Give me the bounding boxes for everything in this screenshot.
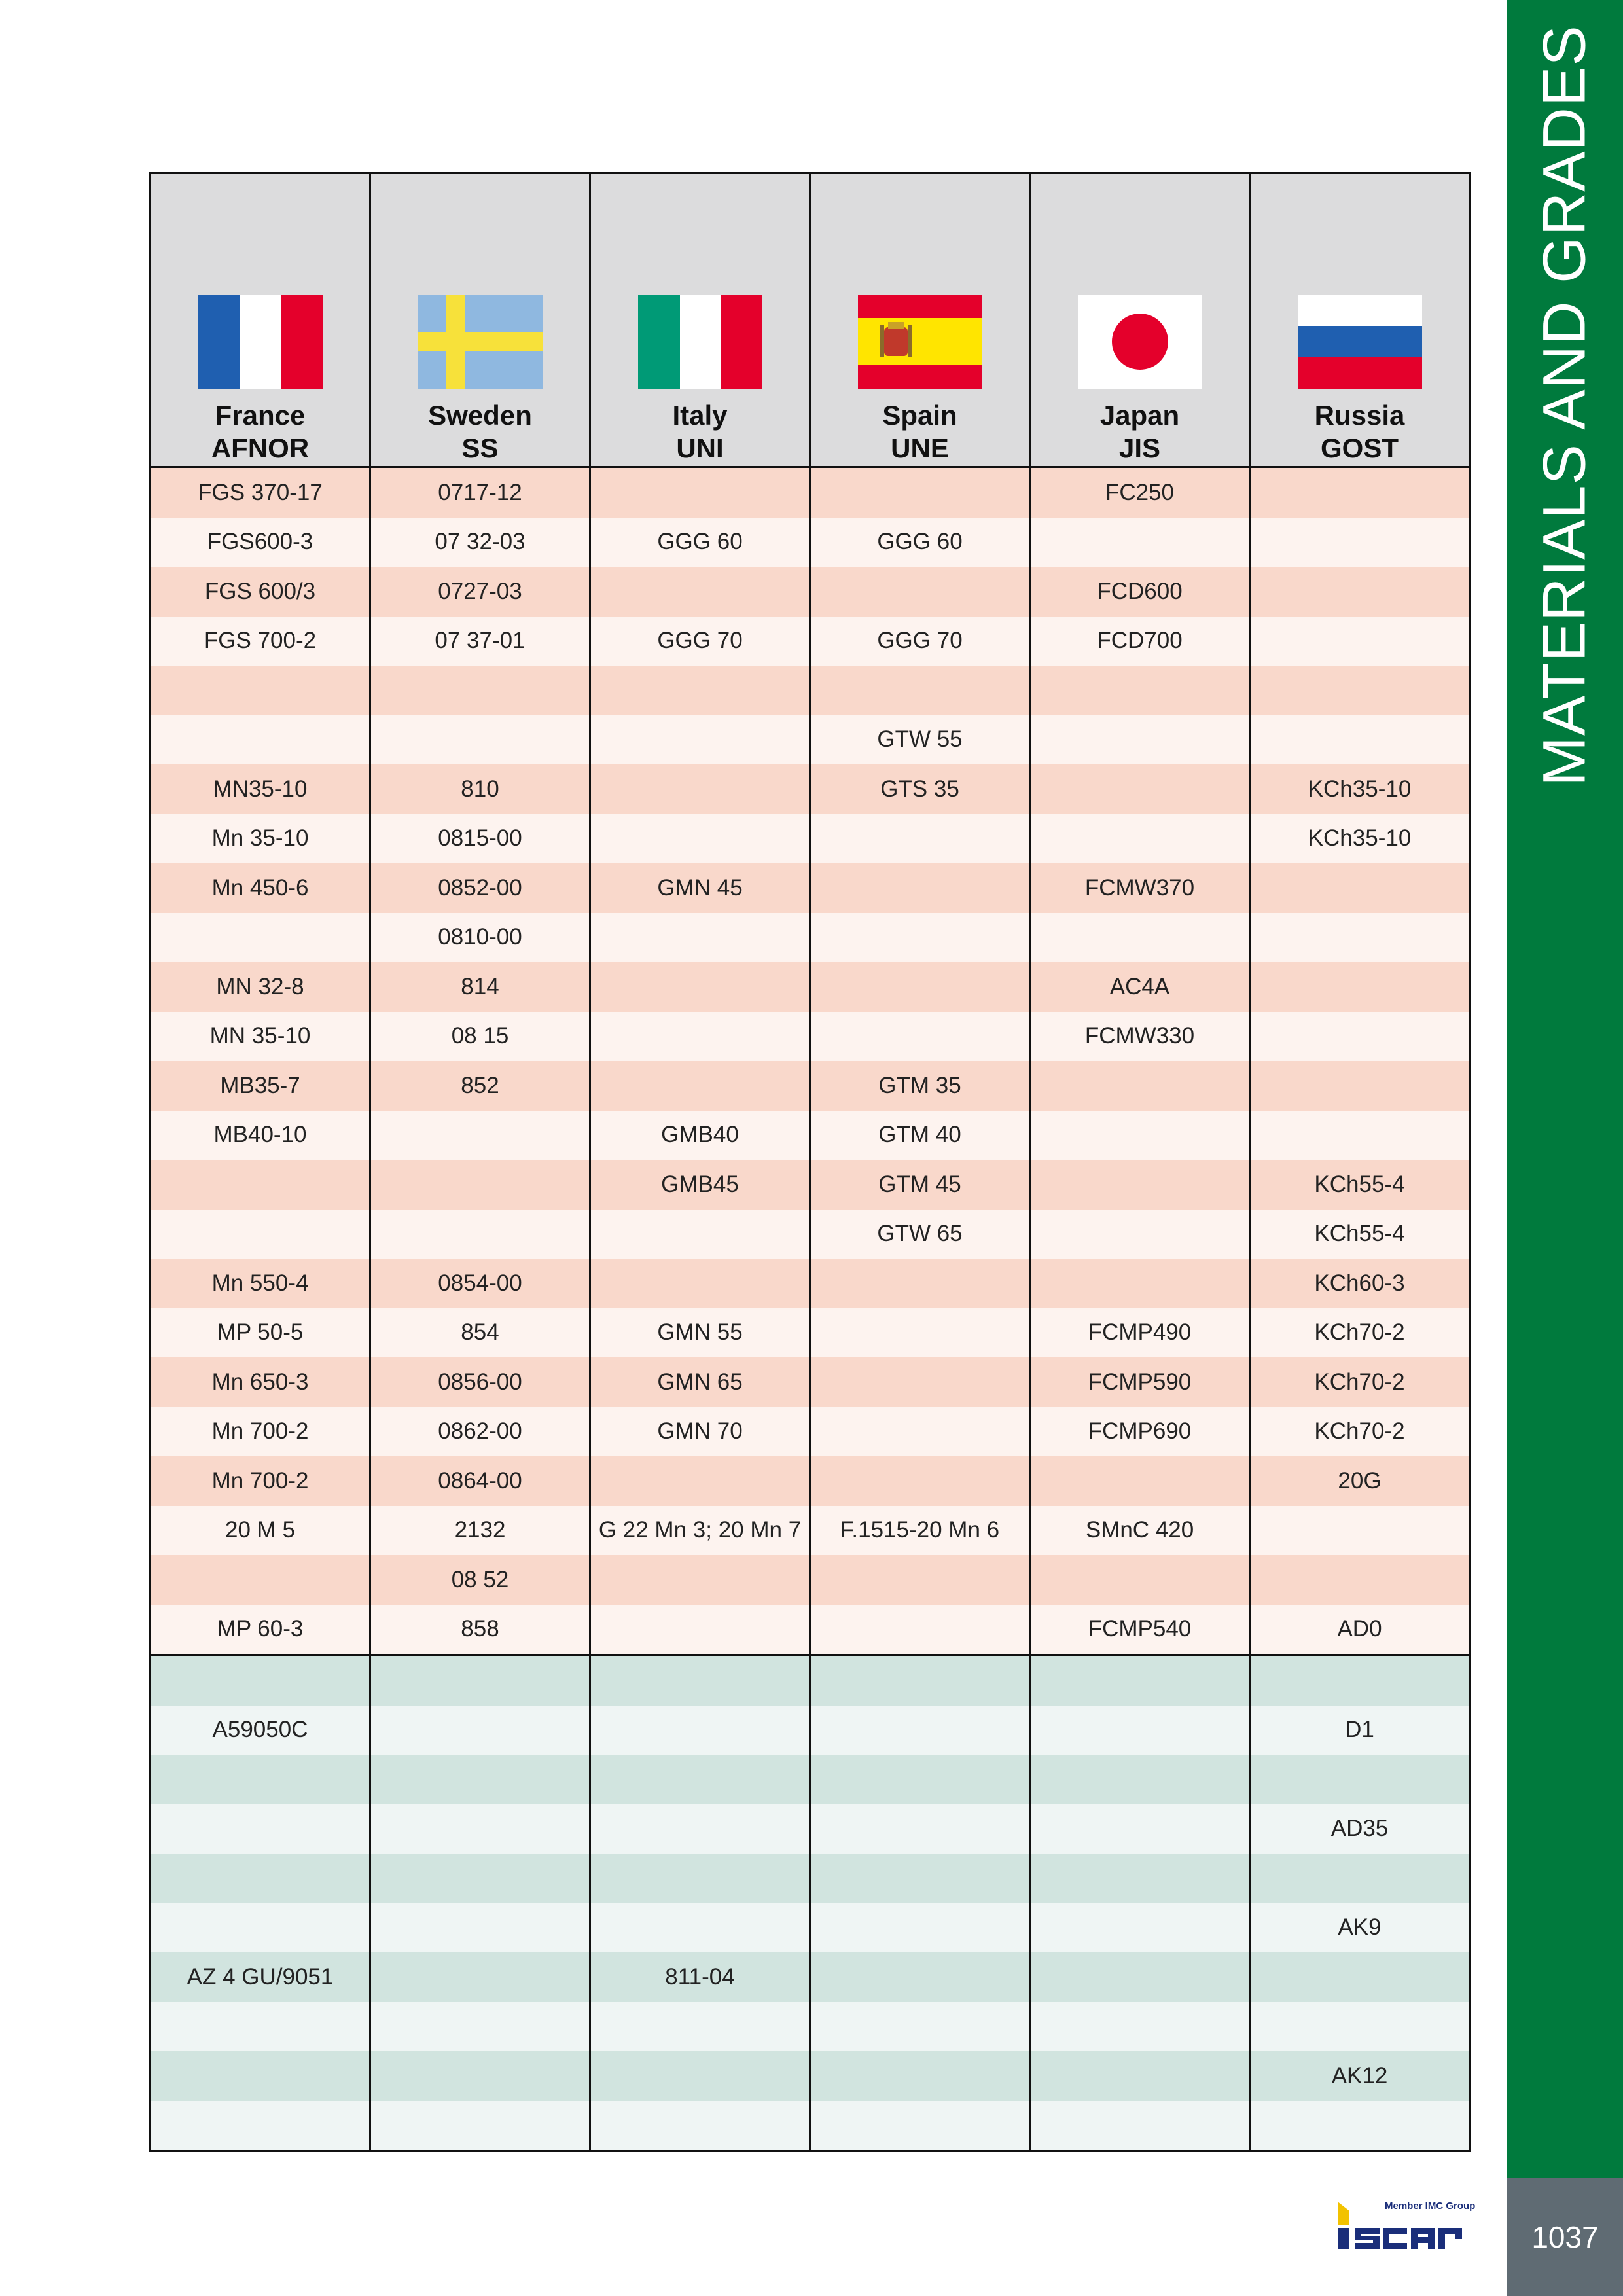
grade-cell: 0854-00 xyxy=(370,1259,590,1308)
grade-cell xyxy=(1030,2101,1250,2151)
grade-cell: MN 32-8 xyxy=(151,962,370,1012)
grade-cell: Mn 35-10 xyxy=(151,814,370,864)
grade-cell xyxy=(1250,1061,1470,1111)
standard-name: UNE xyxy=(891,433,949,463)
grade-cell xyxy=(1250,962,1470,1012)
grade-cell xyxy=(370,1755,590,1804)
grade-cell xyxy=(810,2002,1030,2052)
grade-cell xyxy=(810,1605,1030,1655)
grade-cell xyxy=(810,863,1030,913)
grade-cell: KCh70-2 xyxy=(1250,1407,1470,1457)
table-row xyxy=(151,1210,1470,1259)
grade-cell: GTM 45 xyxy=(810,1160,1030,1210)
grade-cell: 810 xyxy=(370,764,590,814)
standard-name: JIS xyxy=(1118,433,1161,463)
grade-cell: D1 xyxy=(1250,1706,1470,1755)
grade-cell xyxy=(370,666,590,715)
header-sweden xyxy=(370,173,590,467)
grade-cell: Mn 550-4 xyxy=(151,1259,370,1308)
grade-cell xyxy=(1030,913,1250,963)
iscar-logo xyxy=(1335,2199,1476,2251)
table-row xyxy=(151,1111,1470,1160)
grade-cell: FCMP590 xyxy=(1030,1357,1250,1407)
grade-cell xyxy=(370,1210,590,1259)
grade-cell xyxy=(370,715,590,765)
grade-cell xyxy=(810,567,1030,617)
grade-cell: KCh55-4 xyxy=(1250,1160,1470,1210)
table-row xyxy=(151,1605,1470,1655)
grade-cell xyxy=(590,913,810,963)
japan-flag-icon xyxy=(1078,295,1202,389)
grade-cell xyxy=(1030,1854,1250,1903)
grade-cell xyxy=(151,2002,370,2052)
grade-cell xyxy=(1030,1160,1250,1210)
country-name: Japan xyxy=(1099,400,1180,431)
grade-cell: 07 37-01 xyxy=(370,617,590,666)
grade-cell xyxy=(590,1456,810,1506)
grade-cell xyxy=(1030,2051,1250,2101)
grade-cell: MP 60-3 xyxy=(151,1605,370,1655)
grade-cell xyxy=(151,1854,370,1903)
table-row xyxy=(151,1308,1470,1358)
grade-cell xyxy=(810,1706,1030,1755)
grade-cell: MB35-7 xyxy=(151,1061,370,1111)
grade-cell: 854 xyxy=(370,1308,590,1358)
grade-cell xyxy=(810,1903,1030,1953)
grade-cell xyxy=(1030,2002,1250,2052)
grade-cell xyxy=(1030,1111,1250,1160)
grade-cell: 2132 xyxy=(370,1506,590,1556)
grade-cell xyxy=(1250,1854,1470,1903)
grade-cell: FCMP490 xyxy=(1030,1308,1250,1358)
section-title: MATERIALS AND GRADES xyxy=(1531,25,1598,787)
grade-cell xyxy=(370,1804,590,1854)
grade-cell xyxy=(370,1655,590,1706)
grade-cell: AD0 xyxy=(1250,1605,1470,1655)
grade-cell xyxy=(590,814,810,864)
grade-cell xyxy=(1250,2101,1470,2151)
grade-cell: 811-04 xyxy=(590,1952,810,2002)
grade-cell xyxy=(1250,1655,1470,1706)
grade-cell xyxy=(370,1854,590,1903)
grade-cell: GGG 70 xyxy=(590,617,810,666)
grade-cell: GTS 35 xyxy=(810,764,1030,814)
grade-cell: FGS 700-2 xyxy=(151,617,370,666)
grade-cell xyxy=(1250,467,1470,518)
table-row xyxy=(151,467,1470,518)
grades-body xyxy=(151,467,1470,2151)
grade-cell xyxy=(810,1952,1030,2002)
grade-cell xyxy=(590,715,810,765)
grade-cell: AZ 4 GU/9051 xyxy=(151,1952,370,2002)
grade-cell xyxy=(1250,617,1470,666)
grade-cell: A59050C xyxy=(151,1706,370,1755)
grade-cell: 0862-00 xyxy=(370,1407,590,1457)
table-row xyxy=(151,764,1470,814)
grade-cell xyxy=(810,962,1030,1012)
grade-cell: 0727-03 xyxy=(370,567,590,617)
grade-cell xyxy=(810,1854,1030,1903)
grade-cell xyxy=(1250,1506,1470,1556)
grade-cell xyxy=(151,1804,370,1854)
grade-cell xyxy=(590,1012,810,1062)
standard-name: AFNOR xyxy=(211,433,310,463)
grade-cell: FCMW370 xyxy=(1030,863,1250,913)
grade-cell xyxy=(810,2051,1030,2101)
table-row xyxy=(151,1655,1470,1706)
grade-cell xyxy=(151,1903,370,1953)
grade-cell xyxy=(590,1903,810,1953)
table-row xyxy=(151,1903,1470,1953)
grade-cell: 858 xyxy=(370,1605,590,1655)
table-row xyxy=(151,1854,1470,1903)
grade-cell xyxy=(1030,1655,1250,1706)
grade-cell xyxy=(590,764,810,814)
page-number: 1037 xyxy=(1507,2178,1623,2296)
grade-cell xyxy=(1250,1012,1470,1062)
grade-cell xyxy=(1250,1755,1470,1804)
grade-cell: KCh35-10 xyxy=(1250,764,1470,814)
grade-cell xyxy=(810,467,1030,518)
country-name: Russia xyxy=(1314,400,1405,431)
standard-name: GOST xyxy=(1320,433,1399,463)
grade-cell xyxy=(590,1259,810,1308)
table-row xyxy=(151,1061,1470,1111)
grade-cell: KCh55-4 xyxy=(1250,1210,1470,1259)
grade-cell: 0810-00 xyxy=(370,913,590,963)
grade-cell: FCMP540 xyxy=(1030,1605,1250,1655)
grade-cell: AK12 xyxy=(1250,2051,1470,2101)
country-name: Italy xyxy=(672,400,728,431)
grade-cell xyxy=(1030,666,1250,715)
grade-cell: AD35 xyxy=(1250,1804,1470,1854)
table-row xyxy=(151,1160,1470,1210)
country-name: Spain xyxy=(882,400,957,431)
table-row xyxy=(151,715,1470,765)
grade-cell: FGS 370-17 xyxy=(151,467,370,518)
russia-flag-icon xyxy=(1298,295,1422,389)
table-row xyxy=(151,1259,1470,1308)
table-row xyxy=(151,2002,1470,2052)
grade-cell: KCh70-2 xyxy=(1250,1308,1470,1358)
grade-cell: F.1515-20 Mn 6 xyxy=(810,1506,1030,1556)
table-row xyxy=(151,1407,1470,1457)
grade-cell xyxy=(810,1456,1030,1506)
header-russia xyxy=(1250,173,1470,467)
standard-name: UNI xyxy=(676,433,724,463)
grade-cell xyxy=(1030,1903,1250,1953)
grade-cell: 814 xyxy=(370,962,590,1012)
section-title-wrap xyxy=(1507,0,1623,787)
grade-cell xyxy=(810,913,1030,963)
table-row xyxy=(151,617,1470,666)
grade-cell: 07 32-03 xyxy=(370,518,590,567)
grade-cell xyxy=(370,1160,590,1210)
grade-cell xyxy=(590,1061,810,1111)
grade-cell xyxy=(590,2051,810,2101)
table-row xyxy=(151,1357,1470,1407)
table-row xyxy=(151,863,1470,913)
grade-cell xyxy=(1030,1755,1250,1804)
grade-cell xyxy=(1250,913,1470,963)
grade-cell xyxy=(810,1012,1030,1062)
grade-cell: SMnC 420 xyxy=(1030,1506,1250,1556)
table-row xyxy=(151,2101,1470,2151)
grade-cell xyxy=(590,467,810,518)
table-row xyxy=(151,567,1470,617)
grade-cell: GGG 70 xyxy=(810,617,1030,666)
grade-cell xyxy=(590,1804,810,1854)
grades-table xyxy=(149,172,1471,2152)
grade-cell: 0864-00 xyxy=(370,1456,590,1506)
sweden-flag-icon xyxy=(418,295,543,389)
grade-cell xyxy=(590,1854,810,1903)
grade-cell xyxy=(370,1952,590,2002)
grade-cell: Mn 700-2 xyxy=(151,1407,370,1457)
grade-cell xyxy=(1030,1555,1250,1605)
grade-cell: 0852-00 xyxy=(370,863,590,913)
table-row xyxy=(151,814,1470,864)
header-spain xyxy=(810,173,1030,467)
table-row xyxy=(151,913,1470,963)
grade-cell: 0717-12 xyxy=(370,467,590,518)
table-row xyxy=(151,962,1470,1012)
grade-cell xyxy=(370,1111,590,1160)
table-row xyxy=(151,1952,1470,2002)
grade-cell: MN35-10 xyxy=(151,764,370,814)
grade-cell: Mn 700-2 xyxy=(151,1456,370,1506)
grade-cell xyxy=(810,1259,1030,1308)
table-row xyxy=(151,1555,1470,1605)
grade-cell: GMB45 xyxy=(590,1160,810,1210)
table-row xyxy=(151,666,1470,715)
grade-cell xyxy=(1030,1259,1250,1308)
logo-member-text: Member IMC Group xyxy=(1385,2200,1476,2212)
table-row xyxy=(151,1706,1470,1755)
grade-cell: GTW 55 xyxy=(810,715,1030,765)
grade-cell: AC4A xyxy=(1030,962,1250,1012)
grade-cell xyxy=(590,962,810,1012)
grade-cell xyxy=(370,2051,590,2101)
grade-cell xyxy=(810,814,1030,864)
grade-cell xyxy=(151,1755,370,1804)
grade-cell xyxy=(1250,1952,1470,2002)
grade-cell: GMN 45 xyxy=(590,863,810,913)
grade-cell xyxy=(590,1605,810,1655)
grade-cell xyxy=(151,2051,370,2101)
header-france xyxy=(151,173,370,467)
table-row xyxy=(151,518,1470,567)
grade-cell: FCMP690 xyxy=(1030,1407,1250,1457)
grade-cell xyxy=(1250,1555,1470,1605)
grade-cell xyxy=(370,2002,590,2052)
grade-cell xyxy=(1250,666,1470,715)
grade-cell: GMN 65 xyxy=(590,1357,810,1407)
grade-cell: 852 xyxy=(370,1061,590,1111)
grade-cell xyxy=(810,1555,1030,1605)
grade-cell xyxy=(590,2002,810,2052)
grade-cell: KCh60-3 xyxy=(1250,1259,1470,1308)
grade-cell xyxy=(810,1804,1030,1854)
grade-cell: FCMW330 xyxy=(1030,1012,1250,1062)
grade-cell: KCh70-2 xyxy=(1250,1357,1470,1407)
table-row xyxy=(151,1012,1470,1062)
table-row xyxy=(151,1456,1470,1506)
grade-cell xyxy=(810,1755,1030,1804)
spain-flag-icon xyxy=(858,295,982,389)
grade-cell xyxy=(1030,715,1250,765)
grade-cell: FCD600 xyxy=(1030,567,1250,617)
grade-cell: 20 M 5 xyxy=(151,1506,370,1556)
grade-cell xyxy=(810,1655,1030,1706)
italy-flag-icon xyxy=(638,295,762,389)
grade-cell: 08 15 xyxy=(370,1012,590,1062)
grade-cell xyxy=(590,567,810,617)
grade-cell: G 22 Mn 3; 20 Mn 7 xyxy=(590,1506,810,1556)
grade-cell: GGG 60 xyxy=(810,518,1030,567)
grade-cell: 0815-00 xyxy=(370,814,590,864)
grade-cell xyxy=(1030,518,1250,567)
grade-cell xyxy=(151,1555,370,1605)
grade-cell xyxy=(1250,2002,1470,2052)
grade-cell: GTM 35 xyxy=(810,1061,1030,1111)
standard-name: SS xyxy=(461,433,499,463)
grade-cell xyxy=(370,1903,590,1953)
grade-cell xyxy=(590,1210,810,1259)
grade-cell: FCD700 xyxy=(1030,617,1250,666)
france-flag-icon xyxy=(198,295,323,389)
grade-cell xyxy=(151,715,370,765)
grade-cell: GGG 60 xyxy=(590,518,810,567)
grade-cell xyxy=(1250,1111,1470,1160)
header-japan xyxy=(1030,173,1250,467)
grade-cell: GMN 70 xyxy=(590,1407,810,1457)
table-row xyxy=(151,1506,1470,1556)
grade-cell xyxy=(1030,814,1250,864)
grade-cell xyxy=(590,1655,810,1706)
grade-cell xyxy=(590,2101,810,2151)
grade-cell xyxy=(810,1308,1030,1358)
grade-cell: FGS600-3 xyxy=(151,518,370,567)
grade-cell: GTM 40 xyxy=(810,1111,1030,1160)
grade-cell xyxy=(1030,1456,1250,1506)
country-name: Sweden xyxy=(428,400,532,431)
grade-cell: KCh35-10 xyxy=(1250,814,1470,864)
grade-cell: 20G xyxy=(1250,1456,1470,1506)
grade-cell xyxy=(1250,518,1470,567)
grade-cell xyxy=(1030,1804,1250,1854)
grade-cell xyxy=(590,1706,810,1755)
grade-cell xyxy=(151,1210,370,1259)
grade-cell xyxy=(151,666,370,715)
grade-cell xyxy=(590,666,810,715)
grade-cell xyxy=(151,1655,370,1706)
grade-cell: FGS 600/3 xyxy=(151,567,370,617)
grade-cell xyxy=(1030,764,1250,814)
grade-cell xyxy=(370,1706,590,1755)
grade-cell xyxy=(1250,863,1470,913)
grade-cell: GTW 65 xyxy=(810,1210,1030,1259)
grade-cell xyxy=(151,2101,370,2151)
grade-cell xyxy=(151,1160,370,1210)
grade-cell: GMB40 xyxy=(590,1111,810,1160)
grade-cell: Mn 650-3 xyxy=(151,1357,370,1407)
country-name: France xyxy=(215,400,306,431)
header-italy xyxy=(590,173,810,467)
grade-cell xyxy=(1030,1061,1250,1111)
grade-cell: FC250 xyxy=(1030,467,1250,518)
grade-cell xyxy=(151,913,370,963)
grade-cell xyxy=(1030,1210,1250,1259)
grade-cell xyxy=(590,1755,810,1804)
grade-cell xyxy=(810,666,1030,715)
grade-cell xyxy=(810,1357,1030,1407)
grade-cell: 08 52 xyxy=(370,1555,590,1605)
table-row xyxy=(151,1804,1470,1854)
table-row xyxy=(151,1755,1470,1804)
grade-cell: GMN 55 xyxy=(590,1308,810,1358)
grade-cell xyxy=(1250,567,1470,617)
grade-cell xyxy=(1030,1706,1250,1755)
grade-cell: MP 50-5 xyxy=(151,1308,370,1358)
header-row xyxy=(151,173,1470,467)
grade-cell: MN 35-10 xyxy=(151,1012,370,1062)
grade-cell: Mn 450-6 xyxy=(151,863,370,913)
grade-cell: 0856-00 xyxy=(370,1357,590,1407)
grade-cell xyxy=(810,2101,1030,2151)
grade-cell: MB40-10 xyxy=(151,1111,370,1160)
grade-cell xyxy=(1030,1952,1250,2002)
grade-cell xyxy=(810,1407,1030,1457)
grade-cell: AK9 xyxy=(1250,1903,1470,1953)
grade-cell xyxy=(1250,715,1470,765)
grade-cell xyxy=(590,1555,810,1605)
table-row xyxy=(151,2051,1470,2101)
grade-cell xyxy=(370,2101,590,2151)
